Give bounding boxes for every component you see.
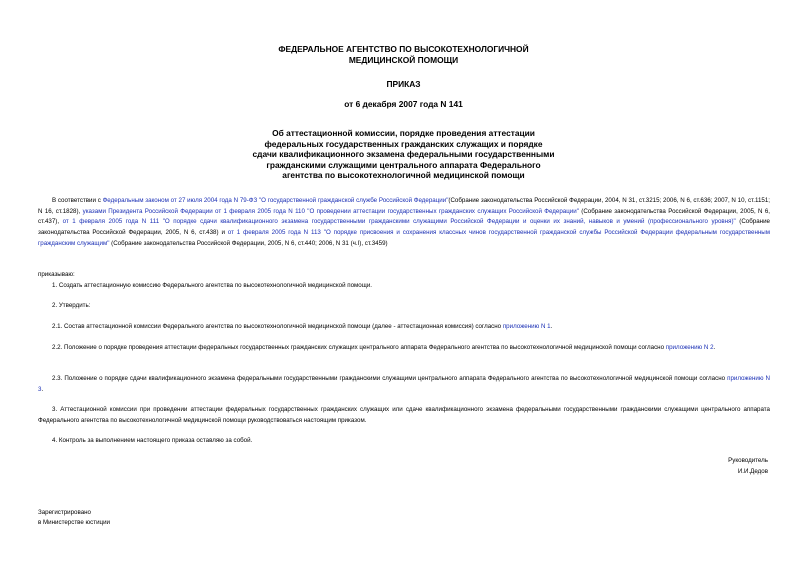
item-2: 2. Утвердить: (52, 302, 91, 309)
title-line: федеральных государственных гражданских служащих и порядке (264, 138, 543, 149)
title-line: Об аттестационной комиссии, порядке проведения аттестации (272, 128, 535, 138)
federal-law-link[interactable]: Федеральным законом от 27 июля 2004 года N 79-ФЗ "О государственной гражданской службе Российской Федерации" (102, 197, 449, 204)
appendix-1-link[interactable]: приложению N 1 (502, 323, 551, 330)
order-word: приказываю: (38, 271, 75, 278)
signature-role: Руководитель (728, 457, 768, 464)
presidential-decree-111-link[interactable]: от 1 февраля 2005 года N 111 "О порядке сдачи квалификационного экзамена государственными гражданскими служащими Российской Федерации и оценки их знаний, навыков и умений (профессионального уровня)" (62, 218, 736, 226)
registration-line1: Зарегистрировано (38, 509, 91, 516)
preamble-paragraph: В соответствии с Федеральным законом от 27 июля 2004 года N 79-ФЗ "О государственной гражданской службе Российской Федерации"(Собрание законодательства Российской Федерации, 2004, N 31, ст.3215; 2006, N 6, ст.636; 2007, N 10, ст.1151; N 16, ст.1828), указами Президента Российской Федерации от 1 февраля 2005 года N 110 "О проведении аттестации государственных гражданских служащих Российской Федерации" (Собрание законодательства Российской Федерации, 2005, N 6, ст.437), от 1 февраля 2005 года N 111 "О порядке сдачи квалификационного экзамена государственными гражданскими служащими Российской Федерации и оценки их знаний, навыков и умений (профессионального уровня)" (Собрание законодательства Российской Федерации, 2005, N 6, ст.438) и от 1 февраля 2005 года N 113 "О порядке присвоения и сохранения классных чинов государственной гражданской службы Российской Федерации федеральным государственным гражданским служащим" (Собрание законодательства Российской Федерации, 2005, N 6, ст.440; 2006, N 31 (ч.I), ст.3459) (38, 197, 770, 247)
item-2-1: 2.1. Состав аттестационной комиссии Федерального агентства по высокотехнологичной медицинской помощи (далее - аттестационная комиссия) согласно приложению N 1. (52, 323, 553, 330)
appendix-2-link[interactable]: приложению N 2 (665, 344, 714, 351)
item-3: 3. Аттестационной комиссии при проведении аттестации федеральных государственных гражданских служащих или сдаче квалификационного экзамена федеральными государственными гражданскими служащими центрального аппарата Федерального агентства по высокотехнологичной медицинской помощи руководствоваться настоящим приказом. (38, 406, 770, 424)
appendix-3-link[interactable]: приложению N 3 (38, 375, 770, 393)
registration-line2: в Министерстве юстиции (38, 519, 111, 526)
signature-name: И.И.Дедов (737, 468, 768, 475)
title-line: гражданскими служащими центрального аппарата Федерального (266, 159, 541, 170)
item-4: 4. Контроль за выполнением настоящего приказа оставляю за собой. (52, 437, 253, 444)
item-2-2: 2.2. Положение о порядке проведения аттестации федеральных государственных гражданских служащих центрального аппарата Федерального агентства по высокотехнологичной медицинской помощи согласно приложению N 2. (52, 344, 716, 351)
title-line: сдачи квалификационного экзамена федеральными государственными (252, 149, 555, 159)
item-2-3: 2.3. Положение о порядке сдачи квалификационного экзамена федеральными государственными гражданскими служащими центрального аппарата Федерального агентства по высокотехнологичной медицинской помощи согласно приложению N 3. (38, 375, 770, 393)
agency-name-line1: ФЕДЕРАЛЬНОЕ АГЕНТСТВО ПО ВЫСОКОТЕХНОЛОГИЧНОЙ (278, 44, 529, 54)
presidential-decree-113-link[interactable]: от 1 февраля 2005 года N 113 "О порядке присвоения и сохранения классных чинов государственной гражданской службы Российской Федерации федеральным государственным гражданским служащим" (38, 229, 770, 247)
document-date-number: от 6 декабря 2007 года N 141 (344, 99, 463, 109)
presidential-decree-110-link[interactable]: указами Президента Российской Федерации от 1 февраля 2005 года N 110 "О проведении аттестации государственных гражданских служащих Российской Федерации" (82, 207, 579, 215)
title-line: агентства по высокотехнологичной медицинской помощи (282, 170, 525, 180)
document-type: ПРИКАЗ (386, 79, 421, 89)
item-1: 1. Создать аттестационную комиссию Федерального агентства по высокотехнологичной медицинской помощи. (52, 282, 373, 289)
agency-name-line2: МЕДИЦИНСКОЙ ПОМОЩИ (348, 55, 459, 65)
